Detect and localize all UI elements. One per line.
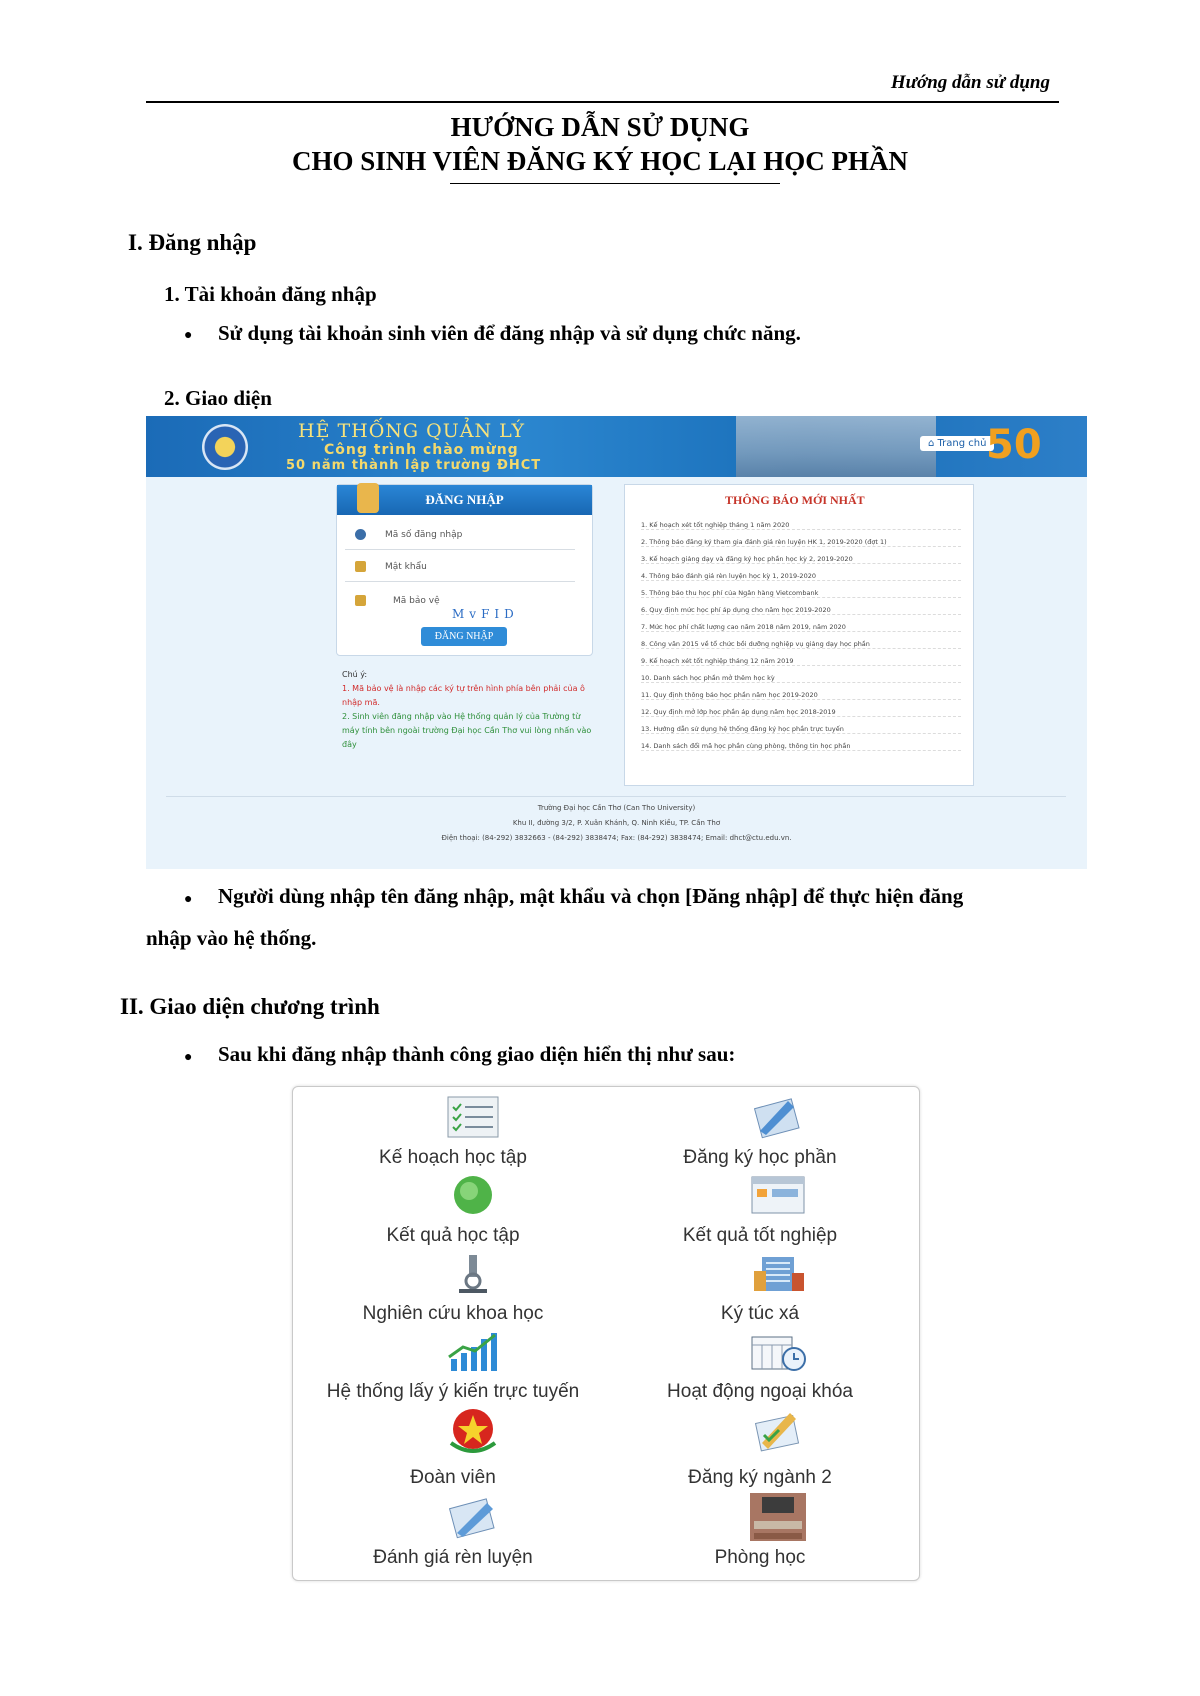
chart-icon (443, 1329, 503, 1373)
news-item[interactable]: 1. Kế hoạch xét tốt nghiệp tháng 1 năm 2020 (641, 521, 961, 530)
paper-pen-icon (443, 1495, 503, 1539)
user-icon (355, 529, 366, 540)
youth-union-icon (443, 1407, 503, 1459)
pencil-paper-icon (748, 1095, 808, 1139)
news-item[interactable]: 12. Quy định mở lớp học phần áp dụng năm học 2018-2019 (641, 708, 961, 717)
footer-line-2: Khu II, đường 3/2, P. Xuân Khánh, Q. Ninh Kiều, TP. Cần Thơ (512, 819, 721, 827)
news-item[interactable]: 8. Công văn 2015 về tổ chức bồi dưỡng nghiệp vụ giảng dạy học phần (641, 640, 961, 649)
news-item[interactable]: 6. Quy định mức học phí áp dụng cho năm học 2019-2020 (641, 606, 961, 615)
university-logo-icon (202, 424, 248, 470)
login-panel-header: ĐĂNG NHẬP (337, 485, 592, 515)
banner-subtitle-2: 50 năm thành lập trường ĐHCT (286, 458, 542, 473)
banner-title: HỆ THỐNG QUẢN LÝ (298, 420, 526, 442)
subsection-2-heading: 2. Giao diện (164, 386, 272, 410)
checklist-icon (443, 1095, 503, 1139)
login-panel (336, 484, 593, 656)
pencil-check-icon (748, 1409, 808, 1453)
anniversary-badge: 50 (986, 422, 1042, 468)
instruction-line-1: Người dùng nhập tên đăng nhập, mật khẩu và chọn [Đăng nhập] để thực hiện đăng (218, 884, 964, 908)
title-line-1: HƯỚNG DẪN SỬ DỤNG (450, 112, 750, 142)
menu-item-nghien-cuu-khoa-hoc[interactable]: Nghiên cứu khoa học (362, 1303, 544, 1324)
footer-line-1: Trường Đại học Cần Thơ (Can Tho University) (537, 804, 696, 812)
news-item[interactable]: 13. Hướng dẫn sử dụng hệ thống đăng ký học phần trực tuyến (641, 725, 961, 734)
section-2-bullet: Sau khi đăng nhập thành công giao diện hiển thị như sau: (218, 1042, 736, 1066)
key-icon (355, 561, 366, 572)
news-item[interactable]: 7. Mức học phí chất lượng cao năm 2018 năm 2019, năm 2020 (641, 623, 961, 632)
home-button[interactable]: ⌂ Trang chủ (920, 436, 994, 451)
title-underline (450, 183, 780, 184)
menu-item-phong-hoc[interactable]: Phòng học (714, 1547, 806, 1568)
subsection-1-heading: 1. Tài khoản đăng nhập (164, 282, 377, 306)
menu-item-doan-vien[interactable]: Đoàn viên (410, 1467, 496, 1488)
lock-icon (357, 483, 379, 513)
news-item[interactable]: 10. Danh sách học phần mở thêm học kỳ (641, 674, 961, 683)
captcha-image: MvFID (452, 607, 519, 621)
login-button[interactable]: ĐĂNG NHẬP (421, 627, 507, 646)
bullet-icon: ● (184, 328, 193, 343)
news-item[interactable]: 5. Thông báo thu học phí của Ngân hàng Vietcombank (641, 589, 961, 598)
news-item[interactable]: 14. Danh sách đổi mã học phần cùng phòng, thông tin học phần (641, 742, 961, 751)
external-login-link[interactable]: 2. Sinh viên đăng nhập vào Hệ thống quản lý của Trường từ máy tính bên ngoài trường Đại học Cần Thơ vui lòng nhấn vào đây (342, 712, 592, 749)
section-2-heading: II. Giao diện chương trình (120, 994, 380, 1019)
subsection-1-bullet: Sử dụng tài khoản sinh viên để đăng nhập và sử dụng chức năng. (218, 321, 801, 345)
menu-item-ket-qua-hoc-tap[interactable]: Kết quả học tập (386, 1225, 520, 1246)
banner-subtitle-1: Công trình chào mừng (324, 442, 519, 458)
menu-item-he-thong-lay-y-kien[interactable]: Hệ thống lấy ý kiến trực tuyến (326, 1381, 580, 1402)
news-item[interactable]: 4. Thông báo đánh giá rèn luyện học kỳ 1, 2019-2020 (641, 572, 961, 581)
campus-photo (736, 416, 936, 477)
footer-divider (166, 796, 1066, 797)
window-icon (748, 1173, 808, 1217)
key-icon (355, 595, 366, 606)
menu-item-dang-ky-nganh-2[interactable]: Đăng ký ngành 2 (688, 1467, 832, 1488)
menu-item-dang-ky-hoc-phan[interactable]: Đăng ký học phần (683, 1147, 837, 1168)
menu-item-hoat-dong-ngoai-khoa[interactable]: Hoạt động ngoại khóa (667, 1381, 853, 1402)
login-note: Chú ý: 1. Mã bảo vệ là nhập các ký tự trên hình phía bên phải của ô nhập mã. 2. Sinh viên đăng nhập vào Hệ thống quản lý của Trường từ máy tính bên ngoài trường Đại học Cần Thơ vui lòng nhấn vào đây (342, 668, 592, 752)
bullet-icon: ● (184, 1050, 193, 1065)
menu-screenshot (292, 1086, 920, 1581)
username-field[interactable]: Mã số đăng nhập (345, 523, 575, 550)
menu-item-danh-gia-ren-luyen[interactable]: Đánh giá rèn luyện (373, 1547, 533, 1568)
section-1-heading: I. Đăng nhập (128, 230, 257, 255)
news-panel (624, 484, 974, 786)
page-header-text: Hướng dẫn sử dụng (890, 72, 1050, 93)
microscope-icon (443, 1251, 503, 1295)
header-rule (146, 101, 1059, 103)
calendar-clock-icon (748, 1329, 808, 1373)
title-line-2: CHO SINH VIÊN ĐĂNG KÝ HỌC LẠI HỌC PHẦN (291, 146, 909, 176)
menu-item-ky-tuc-xa[interactable]: Ký túc xá (720, 1303, 800, 1324)
news-item[interactable]: 2. Thông báo đăng ký tham gia đánh giá rèn luyện HK 1, 2019-2020 (đợt 1) (641, 538, 961, 547)
login-screenshot (146, 416, 1087, 869)
bullet-icon: ● (184, 892, 193, 907)
news-item[interactable]: 9. Kế hoạch xét tốt nghiệp tháng 12 năm 2019 (641, 657, 961, 666)
menu-item-ket-qua-tot-nghiep[interactable]: Kết quả tốt nghiệp (682, 1225, 838, 1246)
news-item[interactable]: 3. Kế hoạch giảng dạy và đăng ký học phần học kỳ 2, 2019-2020 (641, 555, 961, 564)
instruction-line-2: nhập vào hệ thống. (146, 926, 317, 950)
classroom-icon (748, 1491, 808, 1543)
news-title: THÔNG BÁO MỚI NHẤT (725, 493, 865, 507)
news-item[interactable]: 11. Quy định thông báo học phần năm học 2019-2020 (641, 691, 961, 700)
menu-item-ke-hoach-hoc-tap[interactable]: Kế hoạch học tập (379, 1147, 527, 1168)
building-icon (748, 1251, 808, 1295)
globe-icon (443, 1173, 503, 1217)
captcha-field[interactable]: Mã bảo vệ (345, 589, 445, 615)
footer-line-3: Điện thoại: (84-292) 3832663 - (84-292) 3838474; Fax: (84-292) 3838474; Email: dhct@ctu.edu.vn. (441, 834, 792, 842)
password-field[interactable]: Mật khẩu (345, 555, 575, 582)
